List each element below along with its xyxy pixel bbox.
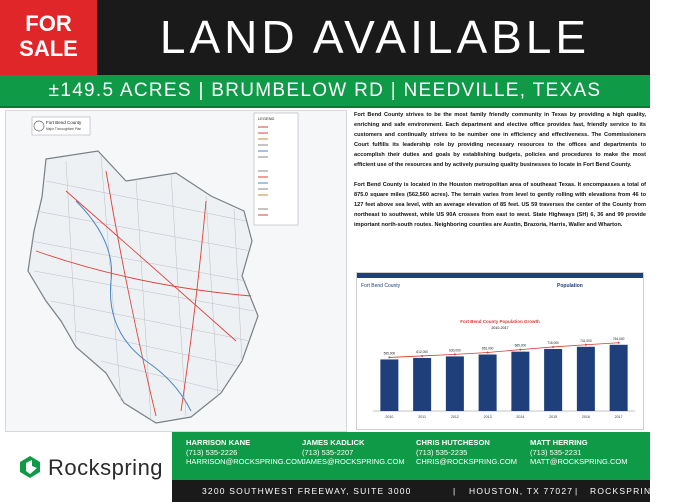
contact-name: JAMES KADLICK [302,438,365,447]
map-legend [254,113,298,225]
chart-bar-2011 [413,358,431,411]
contact-phone[interactable]: (713) 535-2231 [530,447,582,457]
chart-marks [373,337,635,419]
contact-name: CHRIS HUTCHESON [416,438,490,447]
badge-line-2: SALE [19,36,78,61]
property-subtitle: ±149.5 ACRES | BRUMBELOW RD | NEEDVILLE, TEXAS [0,75,650,106]
chart-frame [356,272,644,430]
chart-tick-label: 2013 [483,415,492,419]
divider [0,106,650,108]
map-subtitle: Major Thoroughfare Plan [46,127,82,131]
chart-tick-label: 2017 [614,415,623,419]
county-outline [28,151,258,423]
paragraph-county-location: Fort Bend County is located in the Houston metropolitan area of southeast Texas. It encompasses a total of 875.0 square miles (562,560 acres). The terrain varies from level to gently rolling with elevations from 46 to 127 feet above sea level, with an average elevation of 85 feet. US 59 traverses the center of the County from northeast to southwest, while US 90A crosses from east to west. State Highways (SH) 6, 36 and 99 provide important north-south routes. Neighboring counties are Austin, Brazoria, Harris, Waller and Wharton. [354,182,646,228]
chart-bar-2010 [380,359,398,411]
chart-tick-label: 2010 [385,415,394,419]
website-link[interactable]: ROCKSPRING.COM [590,486,686,496]
paragraph-county-mission: Fort Bend County strives to be the most family friendly community in Texas by providing a high quality, enriching and safe environment. Each department and elective office provides fast, friendly service to its customers and continually strives to be number one in efficiency and effectiveness. The Commissioners Court fulfills its leadership role by providing necessary resources to the offices and departments to accomplish their duties and goals by establishing budgets, policies and procedures to make the most efficient use of the resources and by actively pursuing quality businesses to locate in Fort Bend County. [354,112,646,168]
chart-bar-2012 [446,356,464,411]
contact-email[interactable]: HARRISON@ROCKSPRING.COM [186,457,304,466]
chart-tick-label: 2016 [581,415,590,419]
contact-name: MATT HERRING [530,438,588,447]
chart-header-right: Population [557,283,583,289]
contact-james-kadlick [302,438,405,467]
chart-data-label: 764,000 [612,336,625,341]
rockspring-logo: Rockspring [48,455,164,480]
chart-data-label: 685,000 [514,343,527,348]
badge-line-1: FOR [25,11,72,36]
contact-phone[interactable]: (713) 535-2235 [416,447,468,457]
chart-trend-point [454,353,456,355]
chart-data-label: 716,000 [547,340,559,345]
contact-name: HARRISON KANE [186,438,251,447]
chart-subtitle: 2010-2017 [491,326,509,330]
contact-email[interactable]: JAMES@ROCKSPRING.COM [302,457,405,466]
chart-data-label: 630,000 [449,348,461,353]
chart-data-label: 595,000 [383,351,396,356]
legend-title: LEGEND [258,116,275,121]
chart-trend-point [552,346,554,348]
chart-tick-label: 2015 [549,415,558,419]
chart-tick-label: 2012 [450,415,459,419]
city-address: HOUSTON, TX 77027 [469,486,574,496]
contact-email[interactable]: CHRIS@ROCKSPRING.COM [416,457,517,466]
chart-title: Fort Bend County Population Growth [460,319,540,324]
chart-data-label: 652,000 [481,346,494,351]
separator: | [453,486,457,496]
chart-bar-2013 [479,354,497,411]
chart-tick-label: 2011 [418,415,426,419]
chart-trend-point [618,342,620,344]
chart-bar-2017 [610,345,628,411]
for-sale-badge [0,0,97,75]
chart-top-band [357,273,643,278]
page-title: LAND AVAILABLE [159,11,591,63]
chart-header-left: Fort Bend County [361,283,401,289]
chart-trend-point [519,349,521,351]
chart-data-label: 741,000 [580,338,592,343]
contact-phone[interactable]: (713) 535-2226 [186,447,238,457]
description-text [354,110,646,230]
contact-chris-hutcheson [416,438,517,467]
chart-bar-2015 [544,349,562,411]
contact-harrison-kane [186,438,303,467]
map-title: Fort Bend County [46,120,82,125]
population-chart [357,273,643,429]
rockspring-logo-icon [18,454,42,480]
chart-bar-2014 [511,352,529,411]
population-chart-panel [354,270,646,432]
county-map [5,110,347,432]
chart-trend-point [388,356,390,358]
chart-tick-label: 2014 [516,415,525,419]
contact-matt-herring [530,438,627,467]
chart-trend-point [585,344,587,346]
chart-trend-point [421,355,423,357]
chart-bar-2016 [577,347,595,411]
map-image [6,111,348,433]
street-address: 3200 SOUTHWEST FREEWAY, SUITE 3000 [202,486,412,496]
contact-email[interactable]: MATT@ROCKSPRING.COM [530,457,628,466]
contact-phone[interactable]: (713) 535-2207 [302,447,354,457]
separator: | [575,486,579,496]
chart-data-label: 612,000 [416,349,428,354]
address-bar [172,480,686,502]
chart-trend-point [487,351,489,353]
